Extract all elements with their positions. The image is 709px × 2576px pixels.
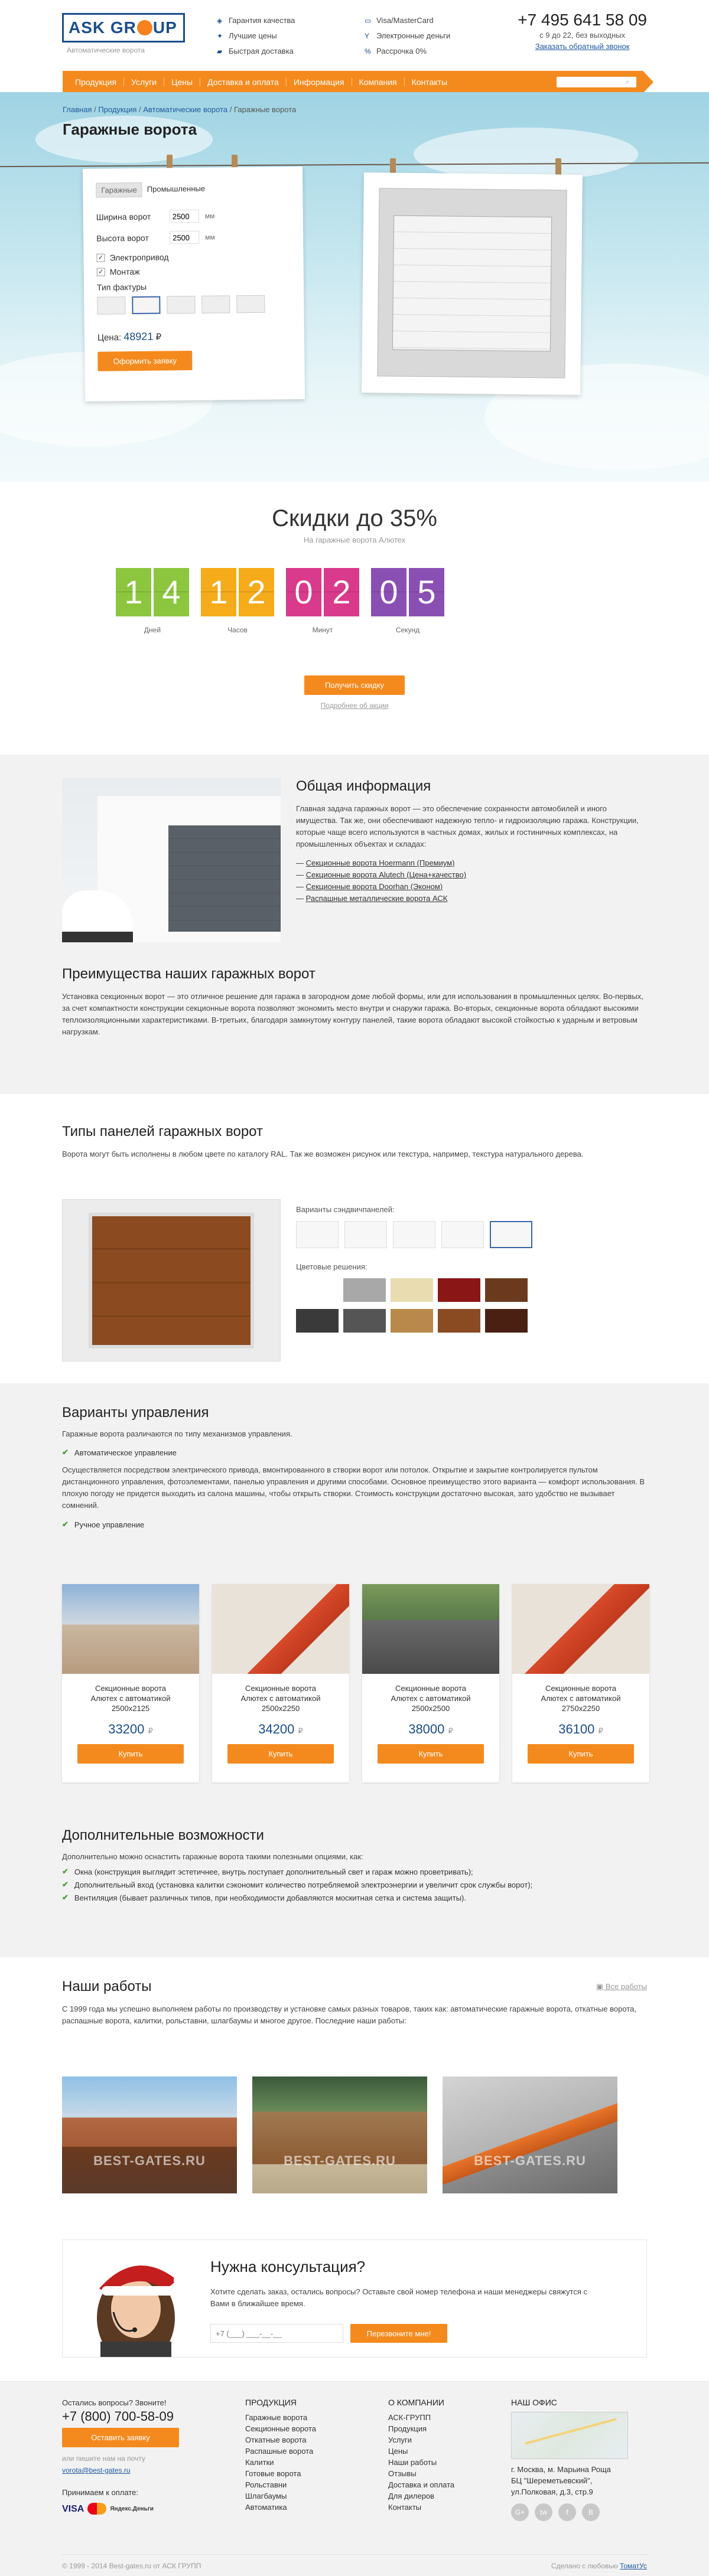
logo-circle-icon [137,20,152,35]
additional-item: ✔ Дополнительный вход (установка калитки сэкономит количество потребляемой электроэнергии и увеличит срок службы ворот); [62,1880,533,1889]
link-hoermann[interactable]: Секционные ворота Hoermann (Премиум) [305,858,455,867]
additional-title: Дополнительные возможности [62,1827,264,1843]
mail-link[interactable]: vorota@best-gates.ru [62,2466,131,2474]
payment-methods [62,2503,192,2515]
footer-link[interactable]: Услуги [388,2435,412,2444]
footer-products-head: ПРОДУКЦИЯ [245,2398,297,2407]
product-photo[interactable] [62,1584,199,1674]
texture-option[interactable] [167,296,195,314]
feature-label: Лучшие цены [229,31,277,40]
color-swatch[interactable] [343,1278,386,1302]
link-doorhan[interactable]: Секционные ворота Doorhan (Эконом) [305,882,443,891]
product-price: 34200 ₽ [258,1722,303,1736]
header-phone[interactable]: +7 495 641 58 09 [518,11,647,29]
control-auto [62,1448,647,1457]
sandwich-option-selected[interactable] [490,1221,532,1248]
calculator-card [83,166,305,401]
breadcrumb: Главная / Продукция / Автоматические ворота / Гаражные ворота [63,105,297,114]
footer-link[interactable]: АСК-ГРУПП [388,2413,431,2422]
yandex-icon: Y [365,32,370,40]
nav-item-info[interactable]: Информация [287,78,352,86]
watermark: BEST-GATES.RU [93,2153,206,2168]
footer-link[interactable]: Доставка и оплата [388,2480,455,2489]
tab-industrial[interactable]: Промышленные [147,184,206,194]
countdown-digit: 2 [324,568,359,616]
color-swatch[interactable] [438,1278,480,1302]
colors-label: Цветовые решения: [296,1262,367,1271]
control-auto-label: Автоматическое управление [74,1448,177,1457]
countdown-days [116,568,189,634]
gate-door [392,215,552,351]
texture-options [97,295,291,314]
color-swatch[interactable] [485,1278,528,1302]
watermark: BEST-GATES.RU [284,2153,396,2168]
features-payment [365,13,450,59]
feature-label: Гарантия качества [229,16,295,25]
general-title: Общая информация [296,778,431,794]
color-swatch[interactable] [391,1278,433,1302]
garage-door [168,825,281,932]
color-swatches [296,1278,532,1333]
width-unit: мм [204,211,215,220]
height-label: Высота ворот [96,233,149,243]
footer-link[interactable]: Наши работы [388,2458,437,2467]
vk-icon[interactable]: В [582,2503,600,2521]
breadcrumb-current: Гаражные ворота [234,105,297,114]
general-photo [62,778,281,942]
texture-option[interactable] [97,296,125,315]
price-currency: ₽ [155,332,162,342]
gate-photo-card [362,172,583,395]
nav-item-services[interactable]: Услуги [124,78,164,86]
feature-label: Рассрочка 0% [376,47,427,55]
search-icon[interactable]: ⌕ [626,77,630,86]
discount-title: Скидки до 35% [272,505,437,531]
footer-link[interactable]: Готовые ворота [245,2469,301,2478]
discount-subtitle: На гаражные ворота Алютех [303,536,406,544]
countdown-label: Секунд [395,626,420,634]
tab-garage[interactable]: Гаражные [96,182,142,198]
operator-avatar [77,2247,195,2357]
feature-label: Электронные деньги [376,31,451,40]
logo-text: ASK GR [69,18,136,37]
sandwich-option[interactable] [344,1221,387,1248]
control-manual [62,1520,647,1529]
footer-link[interactable]: Для дилеров [388,2492,435,2500]
work-photo[interactable] [62,2077,237,2193]
product-card [512,1584,649,1782]
width-label: Ширина ворот [96,211,151,222]
header-contacts [518,11,647,51]
nav-item-company[interactable]: Компания [352,78,405,86]
nav-item-prices[interactable]: Цены [164,78,200,86]
feature-label: Visa/MasterCard [376,16,434,25]
product-price: 38000 ₽ [408,1722,453,1736]
work-photo[interactable] [252,2077,427,2193]
footer-products [245,2397,363,2513]
check-icon: ✔ [62,1448,69,1457]
advantages [62,966,647,1038]
footer-company [388,2397,506,2513]
mail-text: или пишите нам на почту [62,2454,145,2463]
general-paragraph: Главная задача гаражных ворот — это обеспечение сохранности автомобилей и иного имущества. Так же, они обеспечивают надежную тепло- и гидроизоляцию гаража. Конструкции, которые чаще всего используются в частных домах, жилых и гостиничных комплексах, на промышленных объектах и складах: [296,804,639,848]
cloud [414,128,638,181]
option-install[interactable] [97,265,291,276]
nav-items [68,71,454,93]
nav-item-products[interactable]: Продукция [68,78,124,86]
callback-button[interactable]: Перезвоните мне! [350,2324,447,2343]
product-price: 36100 ₽ [558,1722,603,1736]
mastercard-icon [87,2503,106,2515]
control-title: Варианты управления [62,1405,209,1421]
made-by: Сделано с любовью ТоматУс [551,2562,647,2570]
countdown-hours [201,568,274,634]
discount-section [0,482,709,755]
sandwich-option[interactable] [441,1221,484,1248]
hero-section [0,92,709,482]
additional-item: ✔ Вентиляция (бывает различных типов, при необходимости добавляются москитная сетка и система защиты). [62,1893,466,1902]
sandwich-label: Варианты сэндвичпанелей: [296,1205,395,1214]
link-alutech[interactable]: Секционные ворота Alutech (Цена+качество) [305,870,467,879]
footer-link[interactable]: Контакты [388,2503,422,2512]
footer-link[interactable]: Гаражные ворота [245,2413,308,2422]
footer-question: Остались вопросы? Звоните! [62,2398,167,2407]
consult-box [62,2239,647,2358]
advantages-text: Установка секционных ворот — это отличное решение для гаража в загородном доме любой формы, или для использования в промышленных целях. Во-первых, за счет компактности конструкции секционные ворота позволяют экономить место внутри и снаружи гаража. Во-вторых, секционные ворота обладают высокими теплоизоляционными характеристиками. В-третьих, благодаря замкнутому контуру панелей, такие ворота обладают высокой стойкостью к ударным и ветровым нагрузкам. [62,992,643,1036]
feature-label: Быстрая доставка [229,47,294,55]
product-card [62,1584,199,1782]
footer-link[interactable]: Шлагбаумы [245,2492,287,2500]
truck-icon: ▰ [217,47,223,55]
height-unit: мм [205,233,215,241]
all-works-link[interactable]: ▣ Все работы [596,1982,647,1991]
product-card [362,1584,499,1782]
office-map[interactable] [511,2412,628,2459]
phone-input[interactable] [210,2324,343,2343]
panels-title: Типы панелей гаражных ворот [62,1124,263,1140]
nav-item-contacts[interactable]: Контакты [411,77,448,87]
countdown-digit: 0 [286,568,321,616]
price [97,329,291,343]
footer-office-head: НАШ ОФИС [511,2398,557,2407]
thumb-icon: ✦ [217,32,223,40]
product-name[interactable]: Секционные ворота Алютех с автоматикой 2500x2250 [240,1684,321,1713]
footer-link[interactable]: Секционные ворота [245,2424,316,2433]
control-section [0,1383,709,1810]
consult-title: Нужна консультация? [210,2258,366,2275]
visa-icon: VISA [62,2503,84,2514]
check-icon: ✔ [62,1893,69,1902]
checkbox-checked-icon[interactable]: ✓ [96,254,105,262]
height-input[interactable] [170,231,199,244]
footer-link[interactable]: Продукция [388,2424,427,2433]
order-button[interactable]: Оформить заявку [97,351,192,371]
works-section [0,1957,709,2234]
product-photo[interactable] [212,1584,349,1674]
product-name[interactable]: Секционные ворота Алютех с автоматикой 2750x2250 [541,1684,621,1713]
option-drive[interactable] [96,251,290,262]
color-swatch[interactable] [343,1309,386,1333]
option-label: Электропривод [109,252,169,263]
wood-panel-door [89,1213,254,1349]
features-quality [217,13,295,59]
sandwich-option[interactable] [393,1221,435,1248]
office-address: г. Москва, м. Марьина Роща БЦ "Шереметьевский", ул.Полковая, д.3, стр.9 [511,2465,611,2496]
product-list [62,1584,649,1782]
panel-photo [62,1199,281,1362]
color-swatch[interactable] [485,1309,528,1333]
width-row [96,208,290,223]
check-icon: ✔ [62,1880,69,1889]
footer-link[interactable]: Цены [388,2447,408,2456]
promo-details-link[interactable]: Подробнее об акции [320,701,389,710]
panels-text: Ворота могут быть исполнены в любом цвете по каталогу RAL. Так же возможен рисунок или текстура, например, текстура натурального дерева. [62,1150,584,1158]
works-text: С 1999 года мы успешно выполняем работы по производству и установке самых разных товаров, таких как: автоматические гаражные ворота, откатные ворота, распашные ворота, калитки, рольставни, шлагбаумы и многое другое. Последние наши работы: [62,2004,636,2025]
texture-option-selected[interactable] [132,296,160,315]
footer-office [511,2397,647,2521]
footer-phone[interactable]: +7 (800) 700-58-09 [62,2409,174,2424]
logo-text-end: UP [152,18,177,37]
countdown [116,568,444,634]
color-swatch[interactable] [438,1309,480,1333]
yandex-money-icon: Яндекс.Деньги [110,2505,154,2512]
control-auto-desc: Осуществляется посредством электрического привода, вмонтированного в створки ворот или потолок. Открытие и закрытие контролируется пультом дистанционного управления, фотоэлементами, панелью управления и другими способами. Основное преимущество этого варианта — комфорт использования. В плохую погоду не придется выходить из салона машины, чтобы открыть створки. Стоимость конструкции достаточно высокая, зато удобство не вызывает сомнений. [62,1465,645,1510]
search-input[interactable] [557,77,636,87]
header-hours: с 9 до 22, без выходных [539,31,626,40]
countdown-digit: 1 [116,568,151,616]
main-nav [0,71,709,93]
link-ask[interactable]: Распашные металлические ворота АСК [305,894,448,903]
footer-order-button[interactable]: Оставить заявку [62,2428,179,2447]
additional-section [0,1810,709,1957]
general-info-section [0,755,709,1094]
footer-link[interactable]: Калитки [245,2458,274,2467]
consult-text: Хотите сделать заказ, остались вопросы? Оставьте свой номер телефона и наши менеджеры свяжутся с Вами в ближайшее время. [210,2287,587,2308]
google-plus-icon[interactable]: G+ [511,2503,529,2521]
countdown-digit: 4 [154,568,189,616]
countdown-digit: 0 [371,568,406,616]
general-text [296,778,647,905]
copyright-bar [62,2554,647,2570]
works-title: Наши работы [62,1978,152,1994]
countdown-label: Минут [312,626,333,634]
footer-contacts [62,2397,192,2515]
get-discount-button[interactable]: Получить скидку [304,675,405,695]
works-gallery [62,2077,617,2193]
footer-link[interactable]: Отзывы [388,2469,417,2478]
footer-link[interactable]: Распашные ворота [245,2447,314,2456]
product-name[interactable]: Секционные ворота Алютех с автоматикой 2500x2125 [90,1684,171,1713]
additional-subtitle: Дополнительно можно оснастить гаражные ворота такими полезными опциями, как: [62,1852,363,1861]
product-photo[interactable] [512,1584,649,1674]
additional-list [62,1867,647,1902]
product-price: 33200 ₽ [108,1722,153,1736]
countdown-label: Часов [227,626,248,634]
consult-section [0,2234,709,2381]
buy-button[interactable]: Купить [528,1744,634,1764]
texture-label: Тип фактуры [96,282,147,292]
additional-item: ✔ Окна (конструкция выглядит эстетичнее, внутрь поступает дополнительный свет и гараж можно проветривать); [62,1867,473,1876]
color-swatch[interactable] [296,1309,339,1333]
site-footer [0,2381,709,2576]
check-icon: ✔ [62,1520,69,1529]
logo-subtitle: Автоматические ворота [67,46,145,54]
twitter-icon[interactable]: tw [535,2503,552,2521]
buy-button[interactable]: Купить [378,1744,484,1764]
color-swatch[interactable] [391,1309,433,1333]
control-manual-label: Ручное управление [74,1520,145,1529]
texture-option[interactable] [201,295,230,314]
site-header [0,0,709,71]
facebook-icon[interactable]: f [558,2503,576,2521]
height-row [96,230,290,244]
breadcrumb-home[interactable]: Главная [63,105,92,114]
pay-label: Принимаем к оплате: [62,2488,138,2497]
advantages-title: Преимущества наших гаражных ворот [62,966,316,982]
countdown-label: Дней [144,626,161,634]
watermark: BEST-GATES.RU [474,2153,586,2168]
footer-link[interactable]: Рольставни [245,2480,287,2489]
footer-link[interactable]: Автоматика [245,2503,287,2512]
footer-company-head: О КОМПАНИИ [388,2398,444,2407]
footer-link[interactable]: Откатные ворота [245,2435,307,2444]
color-swatch[interactable] [296,1278,339,1302]
work-photo[interactable] [443,2077,617,2193]
price-label: Цена: [97,332,122,343]
made-by-link[interactable]: ТоматУс [619,2562,647,2570]
price-value: 48921 [123,330,154,343]
product-photo[interactable] [362,1584,499,1674]
buy-button[interactable]: Купить [227,1744,334,1764]
breadcrumb-automatic[interactable]: Автоматические ворота [143,105,228,114]
social-links [511,2503,647,2521]
card-icon: ▭ [365,17,372,25]
countdown-digit: 1 [201,568,236,616]
gate-type-tabs [96,181,290,197]
callback-link[interactable]: Заказать обратный звонок [535,42,630,51]
nav-item-delivery[interactable]: Доставка и оплата [200,78,287,86]
gate-links: — Секционные ворота Hoermann (Премиум) — Секционные ворота Alutech (Цена+качество) — Секционные ворота Doorhan (Эконом) — Распашные металлические ворота АСК [296,858,467,903]
gate-photo [377,188,567,378]
option-label: Монтаж [109,266,140,277]
product-card [212,1584,349,1782]
copyright: © 1999 - 2014 Best-gates.ru от АСК ГРУПП [62,2562,201,2570]
buy-button[interactable]: Купить [77,1744,184,1764]
countdown-digit: 5 [409,568,444,616]
checkbox-checked-icon[interactable]: ✓ [97,268,105,276]
countdown-minutes [286,568,359,634]
panel-options [296,1199,532,1333]
width-input[interactable] [170,210,199,223]
logo[interactable] [62,13,185,54]
countdown-digit: 2 [239,568,274,616]
panel-types-section [0,1094,709,1383]
sandwich-options [296,1221,532,1248]
percent-icon: % [365,47,371,55]
countdown-seconds [371,568,444,634]
camera-icon: ▣ [596,1982,604,1991]
check-icon: ✔ [62,1867,69,1876]
product-name[interactable]: Секционные ворота Алютех с автоматикой 2500x2500 [391,1684,471,1713]
breadcrumb-products[interactable]: Продукция [98,105,137,114]
shield-icon: ◈ [217,17,223,25]
control-subtitle: Гаражные ворота различаются по типу механизмов управления. [62,1429,292,1438]
page-title: Гаражные ворота [63,120,197,138]
texture-option[interactable] [236,295,265,314]
sandwich-option[interactable] [296,1221,339,1248]
